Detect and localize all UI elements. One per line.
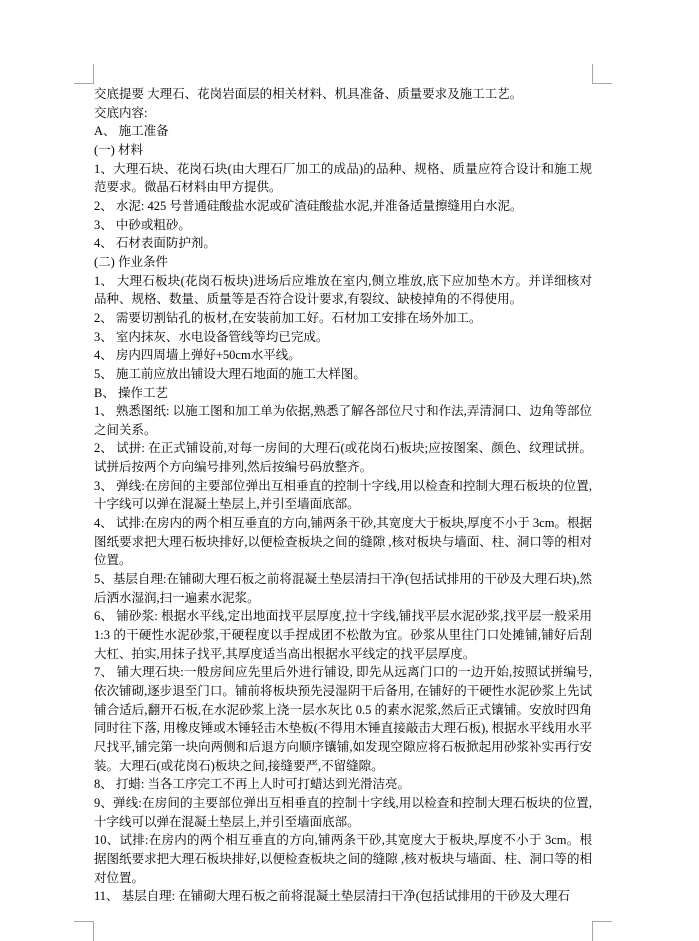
paragraph: 7、 铺大理石块:一般房间应先里后外进行铺设, 即先从远离门口的一边开始,按照试拼编号,依次铺砌,逐步退至门口。铺前将板块预先浸湿阴干后备用, 在铺好的干硬性水泥砂浆上先试铺合适后,翻开石板,在水泥砂浆上浇一层水灰比 0.5 的素水泥浆,然后正式镶铺。安放时四角同时往下落, 用橡皮锤或木锤轻击木垫板(不得用木锤直接敲击大理石板), 根据水平线用水平尺找平,铺完第一块向两侧和后退方向顺序镶铺,如发现空隙应将石板掀起用砂浆补实再行安装。大理石(或花岗石)板块之间,接缝要严,不留缝隙。 <box>94 665 592 773</box>
paragraph: A、 施工准备 <box>94 124 169 139</box>
paragraph: 2、 试拼: 在正式铺设前,对每一房间的大理石(或花岗石)板块;应按图案、颜色、纹理试拼。试拼后按两个方向编号排列,然后按编号码放整齐。 <box>94 441 592 475</box>
paragraph: 5、 施工前应放出铺设大理石地面的施工大样图。 <box>94 366 366 381</box>
paragraph: 4、 石材表面防护剂。 <box>94 236 216 251</box>
document-body <box>94 85 592 906</box>
paragraph: B、 操作工艺 <box>94 385 168 400</box>
paragraph: 3、 弹线:在房间的主要部位弹出互相垂直的控制十字线,用以检查和控制大理石板块的位置,十字线可以弹在混凝土垫层上,并引至墙面底部。 <box>94 478 592 512</box>
paragraph: 8、 打蜡: 当各工序完工不再上人时可打蜡达到光滑洁亮。 <box>94 777 410 792</box>
paragraph: 5、基层自理:在铺砌大理石板之前将混凝土垫层清扫干净(包括试排用的干砂及大理石块),然后洒水湿润,扫一遍素水泥浆。 <box>94 572 592 605</box>
paragraph: 4、 房内四周墙上弹好+50cm水平线。 <box>94 348 301 363</box>
paragraph: 1、大理石块、花岗石块(由大理石厂加工的成品)的品种、规格、质量应符合设计和施工规范要求。微晶石材料由甲方提供。 <box>94 161 592 195</box>
paragraph: 1、 熟悉图纸: 以施工图和加工单为依据,熟悉了解各部位尺寸和作法,弄清洞口、边角等部位之间关系。 <box>94 404 592 437</box>
paragraph: 1、 大理石板块(花岗石板块)进场后应堆放在室内,侧立堆放,底下应加垫木方。并详细核对品种、规格、数量、质量等是否符合设计要求,有裂纹、缺棱掉角的不得使用。 <box>94 273 592 307</box>
paragraph: 4、 试排:在房内的两个相互垂直的方向,铺两条干砂,其宽度大于板块,厚度不小于 3cm。根据图纸要求把大理石板块排好,以便检查板块之间的缝隙 ,核对板块与墙面、柱、洞口等的相对位置。 <box>94 516 592 568</box>
paragraph: (一) 材料 <box>94 142 143 157</box>
paragraph: 6、 铺砂浆: 根据水平线,定出地面找平层厚度,拉十字线,铺找平层水泥砂浆,找平层一般采用 1:3 的干硬性水泥砂浆,干硬程度以手捏成团不松散为宜。砂浆从里往门口处摊铺,铺好后刮大杠、拍实,用抹子找平,其厚度适当高出根据水平线定的找平层厚度。 <box>94 609 592 661</box>
paragraph: 11、 基层自理: 在铺砌大理石板之前将混凝土垫层清扫干净(包括试排用的干砂及大理石 <box>94 889 570 904</box>
crop-mark-top-left <box>74 64 94 84</box>
paragraph: 2、 需要切割钻孔的板材,在安装前加工好。石材加工安排在场外加工。 <box>94 310 482 325</box>
paragraph: 2、 水泥: 425 号普通硅酸盐水泥或矿渣硅酸盐水泥,并准备适量擦缝用白水泥。 <box>94 198 523 213</box>
crop-mark-bottom-right <box>592 921 612 941</box>
paragraph: 交底内容: <box>94 105 148 120</box>
crop-mark-top-right <box>592 64 612 84</box>
paragraph: (二) 作业条件 <box>94 254 168 269</box>
paragraph: 3、 中砂或粗砂。 <box>94 217 191 232</box>
crop-mark-bottom-left <box>74 921 94 941</box>
paragraph: 10、试排:在房内的两个相互垂直的方向,铺两条干砂,其宽度大于板块,厚度不小于 3cm。根据图纸要求把大理石板块排好,以便检查板块之间的缝隙 ,核对板块与墙面、柱、洞口等的相对位置。 <box>94 833 592 885</box>
paragraph: 交底提要 大理石、花岗岩面层的相关材料、机具准备、质量要求及施工工艺。 <box>94 87 523 101</box>
paragraph: 9、弹线:在房间的主要部位弹出互相垂直的控制十字线,用以检查和控制大理石板块的位置,十字线可以弹在混凝土垫层上,并引至墙面底部。 <box>94 795 592 829</box>
paragraph: 3、 室内抹灰、水电设备管线等均已完成。 <box>94 329 329 344</box>
